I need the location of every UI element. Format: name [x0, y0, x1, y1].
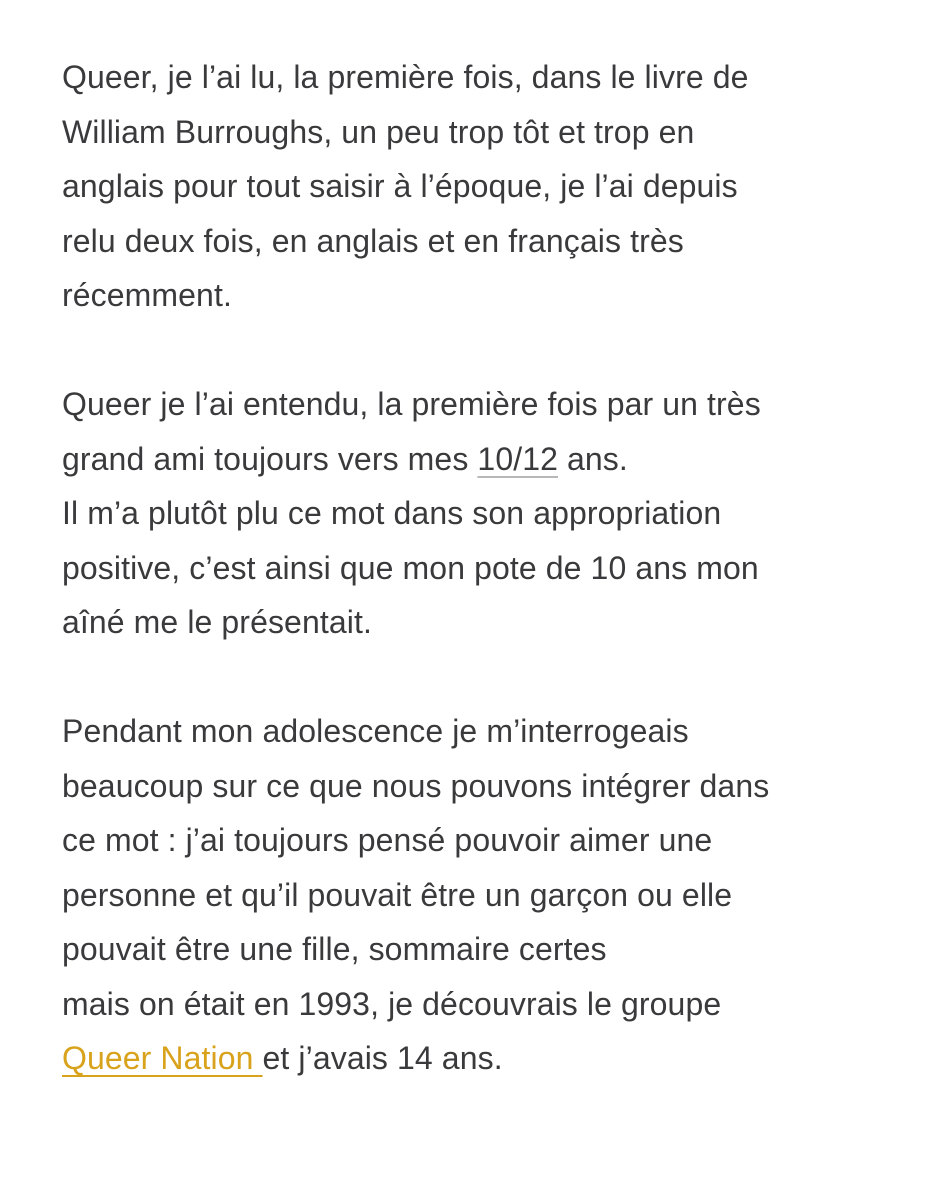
paragraph-1-line-5: récemment.	[62, 277, 232, 313]
paragraph-3-line-6: mais on était en 1993, je découvrais le groupe	[62, 985, 722, 1022]
paragraph-1	[62, 50, 882, 323]
paragraph-3-line-3: ce mot : j’ai toujours pensé pouvoir aimer une	[62, 822, 713, 858]
paragraph-2-line-5: aîné me le présentait.	[62, 604, 372, 640]
paragraph-3-line-7-text-after: et j’avais 14 ans.	[262, 1040, 503, 1076]
paragraph-1-line-3: anglais pour tout saisir à l’époque, je l’ai depuis	[62, 168, 738, 204]
paragraph-2-line-2-text-after: ans.	[558, 440, 628, 477]
note-body[interactable]	[62, 50, 882, 1140]
detected-date-link[interactable]: 10/12	[477, 440, 558, 477]
paragraph-3-line-1: Pendant mon adolescence je m’interrogeais	[62, 713, 689, 749]
paragraph-2-line-1: Queer je l’ai entendu, la première fois par un très	[62, 386, 761, 422]
paragraph-3-line-5: pouvait être une fille, sommaire certes	[62, 931, 607, 967]
paragraph-2	[62, 377, 882, 650]
paragraph-1-line-4: relu deux fois, en anglais et en français très	[62, 222, 684, 259]
paragraph-1-line-1: Queer, je l’ai lu, la première fois, dans le livre de	[62, 59, 749, 95]
paragraph-1-line-2: William Burroughs, un peu trop tôt et trop en	[62, 113, 695, 150]
paragraph-2-line-4: positive, c’est ainsi que mon pote de 10 ans mon	[62, 549, 759, 586]
paragraph-2-line-2	[62, 432, 882, 487]
paragraph-3-line-7	[62, 1031, 882, 1086]
paragraph-2-line-3: Il m’a plutôt plu ce mot dans son appropriation	[62, 495, 722, 531]
paragraph-3-line-4: personne et qu’il pouvait être un garçon ou elle	[62, 876, 733, 913]
paragraph-2-line-2-text-before: grand ami toujours vers mes	[62, 440, 478, 477]
paragraph-3	[62, 704, 882, 1086]
queer-nation-link[interactable]: Queer Nation	[62, 1040, 263, 1076]
paragraph-3-line-2: beaucoup sur ce que nous pouvons intégrer dans	[62, 767, 770, 804]
